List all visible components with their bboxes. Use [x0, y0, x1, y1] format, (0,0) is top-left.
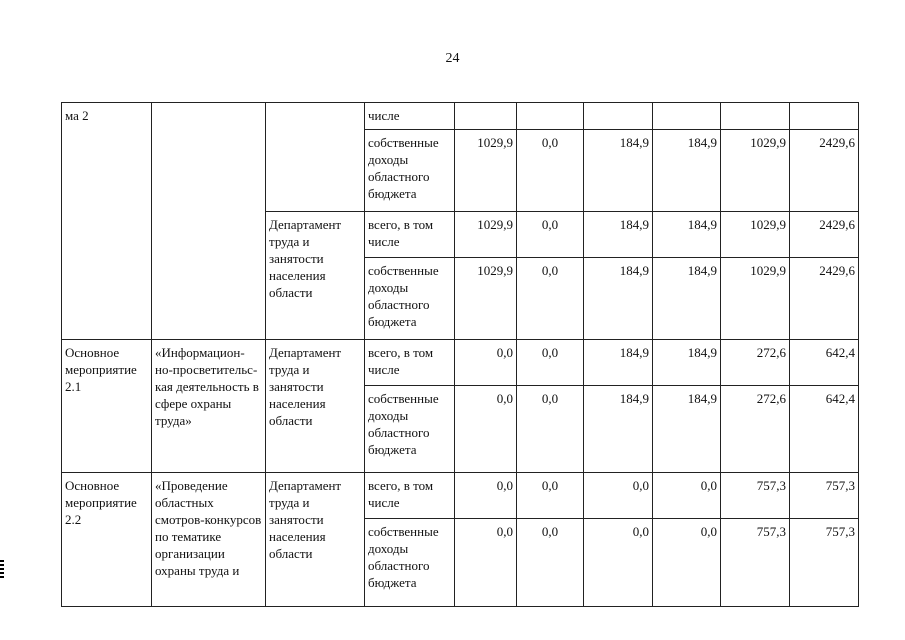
value-cell: 0,0: [584, 519, 653, 607]
budget-table: [61, 102, 859, 607]
funding-source-cell: собственные доходы областного бюджета: [365, 386, 455, 473]
value-cell: 0,0: [517, 340, 584, 386]
value-cell: 184,9: [653, 386, 721, 473]
value-cell: [455, 103, 517, 130]
funding-source-cell: числе: [365, 103, 455, 130]
executor-cell: Департамент труда и занятости населения области: [266, 212, 365, 340]
value-cell: 0,0: [584, 473, 653, 519]
value-cell: 0,0: [455, 340, 517, 386]
value-cell: 1029,9: [721, 258, 790, 340]
table-row: [62, 340, 859, 386]
value-cell: 1029,9: [455, 130, 517, 212]
value-cell: 272,6: [721, 386, 790, 473]
value-cell: 2429,6: [790, 258, 859, 340]
value-cell: 0,0: [455, 473, 517, 519]
value-cell: [517, 103, 584, 130]
value-cell: 184,9: [584, 340, 653, 386]
activity-code-cell: ма 2: [62, 103, 152, 340]
value-cell: 757,3: [721, 519, 790, 607]
value-cell: 184,9: [653, 212, 721, 258]
value-cell: 0,0: [517, 258, 584, 340]
value-cell: 0,0: [517, 212, 584, 258]
value-cell: 757,3: [721, 473, 790, 519]
value-cell: [584, 103, 653, 130]
value-cell: 642,4: [790, 386, 859, 473]
table-row: [62, 473, 859, 519]
value-cell: 0,0: [653, 473, 721, 519]
value-cell: 184,9: [653, 340, 721, 386]
value-cell: [790, 103, 859, 130]
value-cell: 1029,9: [455, 212, 517, 258]
value-cell: 184,9: [584, 130, 653, 212]
value-cell: 184,9: [584, 258, 653, 340]
activity-code-cell: Основное мероприятие 2.1: [62, 340, 152, 473]
activity-name-cell: «Проведение областных смотров-конкурсов по тематике организации охраны труда и: [152, 473, 266, 607]
executor-cell: [266, 103, 365, 212]
value-cell: 184,9: [584, 212, 653, 258]
page-number: 24: [445, 51, 460, 66]
executor-cell: Департамент труда и занятости населения области: [266, 340, 365, 473]
executor-cell: Департамент труда и занятости населения области: [266, 473, 365, 607]
table-row: [62, 103, 859, 130]
value-cell: [653, 103, 721, 130]
value-cell: 0,0: [517, 386, 584, 473]
value-cell: 2429,6: [790, 130, 859, 212]
value-cell: 184,9: [584, 386, 653, 473]
value-cell: [721, 103, 790, 130]
value-cell: 2429,6: [790, 212, 859, 258]
value-cell: 0,0: [653, 519, 721, 607]
value-cell: 0,0: [517, 473, 584, 519]
value-cell: 272,6: [721, 340, 790, 386]
funding-source-cell: собственные доходы областного бюджета: [365, 258, 455, 340]
value-cell: 184,9: [653, 130, 721, 212]
value-cell: 1029,9: [455, 258, 517, 340]
funding-source-cell: собственные доходы областного бюджета: [365, 130, 455, 212]
activity-code-cell: Основное мероприятие 2.2: [62, 473, 152, 607]
funding-source-cell: всего, в том числе: [365, 340, 455, 386]
funding-source-cell: всего, в том числе: [365, 473, 455, 519]
value-cell: 1029,9: [721, 212, 790, 258]
scan-artifact: [0, 560, 4, 578]
value-cell: 757,3: [790, 473, 859, 519]
funding-source-cell: всего, в том числе: [365, 212, 455, 258]
value-cell: 0,0: [455, 519, 517, 607]
value-cell: 757,3: [790, 519, 859, 607]
activity-name-cell: [152, 103, 266, 340]
value-cell: 184,9: [653, 258, 721, 340]
funding-source-cell: собственные доходы областного бюджета: [365, 519, 455, 607]
value-cell: 0,0: [517, 519, 584, 607]
activity-name-cell: «Информацион-но-просветительс-кая деятельность в сфере охраны труда»: [152, 340, 266, 473]
value-cell: 1029,9: [721, 130, 790, 212]
value-cell: 642,4: [790, 340, 859, 386]
value-cell: 0,0: [455, 386, 517, 473]
value-cell: 0,0: [517, 130, 584, 212]
